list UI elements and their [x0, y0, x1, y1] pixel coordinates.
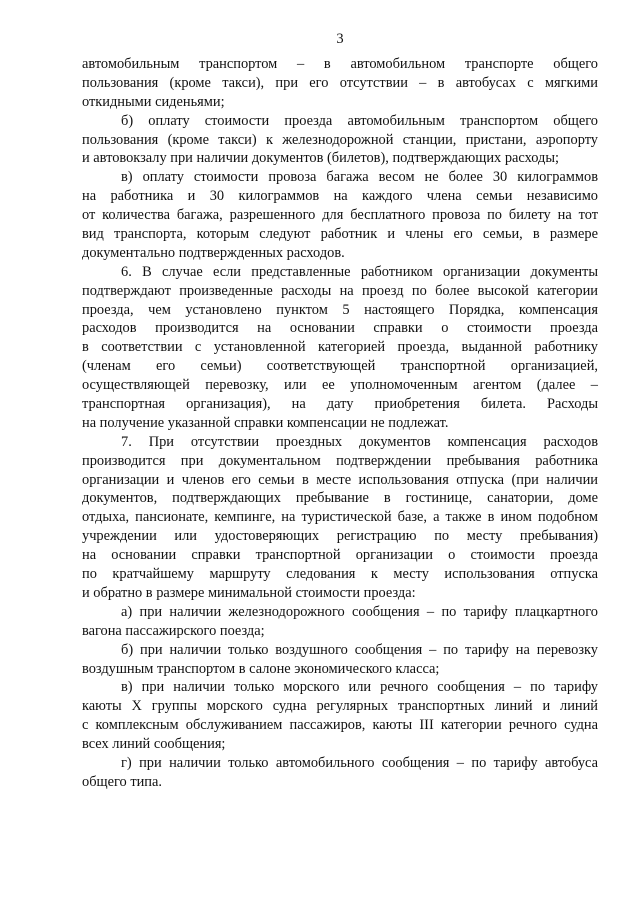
text-line: осуществляющей перевозку, или ее уполномоченным агентом (далее –	[82, 377, 598, 394]
text-line: б) при наличии только воздушного сообщения – по тарифу на перевозку	[121, 641, 598, 658]
text-line: документально подтвержденных расходов.	[82, 244, 345, 261]
text-line: автомобильным транспортом – в автомобильном транспорте общего	[82, 56, 598, 72]
text-line: транспортная организация), на дату приобретения билета. Расходы	[82, 396, 598, 413]
text-line: подтверждают произведенные расходы на проезд по более высокой категории	[82, 282, 598, 299]
text-line: в) при наличии только морского или речного сообщения – по тарифу	[121, 679, 598, 696]
text-line: документов, подтверждающих пребывание в гостинице, санатории, доме	[82, 490, 598, 507]
text-line: по кратчайшему маршруту следования к месту использования отпуска	[82, 566, 598, 583]
text-line: в) оплату стоимости провоза багажа весом не более 30 килограммов	[121, 169, 598, 186]
text-line: вагона пассажирского поезда;	[82, 622, 265, 639]
text-line: 7. При отсутствии проездных документов компенсация расходов	[121, 433, 598, 450]
text-line: и обратно в размере минимальной стоимости проезда:	[82, 584, 416, 601]
text-line: и автовокзалу при наличии документов (билетов), подтверждающих расходы;	[82, 150, 560, 167]
text-line: пользования (кроме такси), при его отсутствии – в автобусах с мягкими	[82, 74, 598, 91]
text-line: проезда, чем установлено пунктом 5 настоящего Порядка, компенсация	[82, 301, 598, 318]
text-line: б) оплату стоимости проезда автомобильным транспортом общего	[121, 112, 598, 129]
text-line: вид транспорта, которым следуют работник и члены его семьи, в размере	[82, 226, 598, 243]
text-line: а) при наличии железнодорожного сообщения – по тарифу плацкартного	[121, 603, 598, 620]
text-line: (членам его семьи) соответствующей транспортной организацией,	[82, 358, 598, 375]
text-line: на работника и 30 килограммов на каждого члена семьи независимо	[82, 188, 598, 205]
text-line: на получение указанной справки компенсации не подлежат.	[82, 414, 449, 431]
text-line: расходов производится на основании справки о стоимости проезда	[82, 320, 598, 337]
text-line: 6. В случае если представленные работником организации документы	[121, 263, 598, 280]
text-line: воздушным транспортом в салоне экономического класса;	[82, 660, 440, 677]
text-line: производится при документальном подтверждении пребывания работника	[82, 452, 598, 469]
text-line: в соответствии с установленной категорией проезда, выданной работнику	[82, 339, 598, 356]
text-line: общего типа.	[82, 773, 162, 790]
page-number: 3	[336, 31, 344, 47]
text-line: с комплексным обслуживанием пассажиров, каюты III категории речного судна	[82, 717, 598, 734]
text-line: пользования (кроме такси) к железнодорожной станции, пристани, аэропорту	[82, 131, 598, 148]
document-body	[82, 55, 598, 792]
text-line: откидными сиденьями;	[82, 93, 225, 110]
text-line: каюты X группы морского судна регулярных транспортных линий и линий	[82, 698, 598, 715]
text-line: всех линий сообщения;	[82, 736, 226, 753]
text-line: г) при наличии только автомобильного сообщения – по тарифу автобуса	[121, 754, 598, 771]
text-line: от количества багажа, разрешенного для бесплатного провоза по билету на тот	[82, 207, 598, 224]
text-line: на основании справки транспортной организации о стоимости проезда	[82, 547, 598, 564]
text-line: отдыха, пансионате, кемпинге, на туристической базе, а также в ином подобном	[82, 509, 598, 526]
text-line: учреждении или удостоверяющих регистрацию по месту пребывания)	[82, 528, 598, 545]
text-line: организации и членов его семьи в месте использования отпуска (при наличии	[82, 471, 598, 488]
